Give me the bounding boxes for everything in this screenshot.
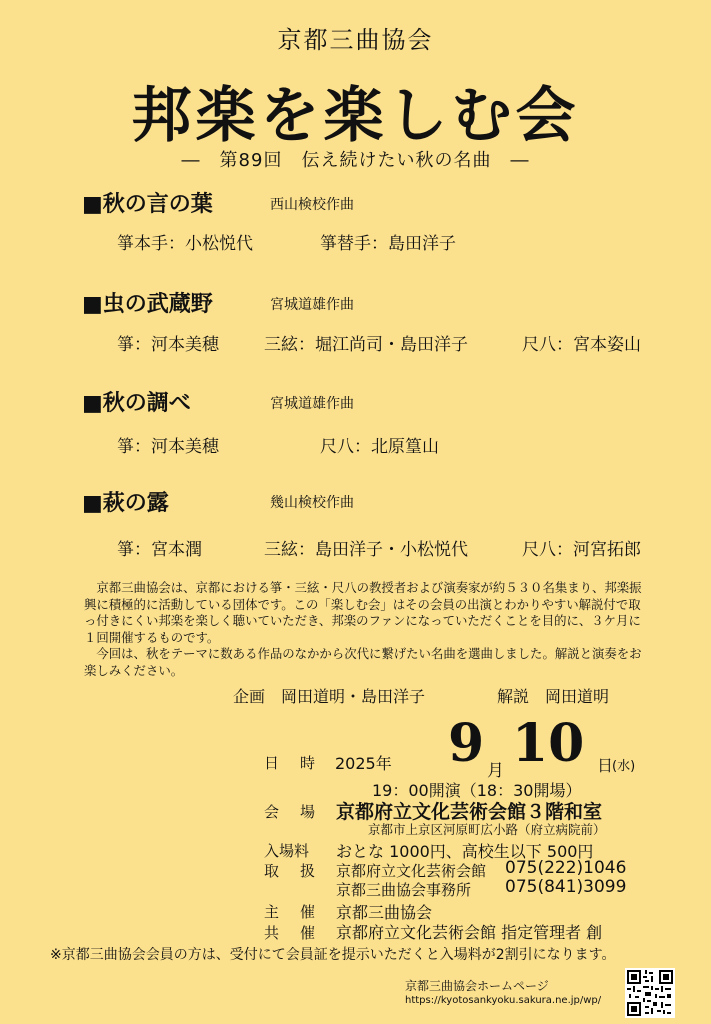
member-discount-note: ※京都三曲協会会員の方は、受付にて会員証を提示いただくと入場料が2割引になります。 bbox=[50, 947, 616, 963]
handling-phone: 075(841)3099 bbox=[505, 877, 627, 897]
handling-label: 取 扱 bbox=[264, 862, 319, 880]
cohost-value: 京都府立文化芸術会館 指定管理者 創 bbox=[336, 923, 603, 942]
performer: 箏替手：島田洋子 bbox=[320, 234, 456, 254]
description-paragraph: 今回は、秋をテーマに数ある作品のなかから次代に繋げたい名曲を選曲しました。解説と演奏をお楽しみください。 bbox=[84, 646, 642, 678]
piece-composer: 宮城道雄作曲 bbox=[270, 297, 354, 313]
performer: 箏：河本美穂 bbox=[117, 335, 219, 355]
handling-name: 京都府立文化芸術会館 bbox=[336, 862, 487, 880]
piece-composer: 西山検校作曲 bbox=[270, 197, 354, 213]
performer: 箏本手：小松悦代 bbox=[117, 234, 253, 254]
homepage-label: 京都三曲協会ホームページ bbox=[405, 979, 549, 993]
piece-title: ■秋の調べ bbox=[82, 391, 191, 416]
handling-name: 京都三曲協会事務所 bbox=[336, 881, 472, 899]
event-weekday: (水) bbox=[612, 759, 636, 774]
description bbox=[84, 580, 649, 680]
handling-phone: 075(222)1046 bbox=[505, 858, 627, 878]
cohost-label: 共 催 bbox=[264, 924, 319, 942]
date-label: 日 時 bbox=[264, 754, 319, 772]
performer: 箏：河本美穂 bbox=[117, 437, 219, 457]
piece-composer: 宮城道雄作曲 bbox=[270, 396, 354, 412]
homepage-url[interactable]: https://kyotosankyoku.sakura.ne.jp/wp/ bbox=[405, 995, 602, 1006]
page-title: 邦楽を楽しむ会 bbox=[131, 81, 580, 151]
piece-composer: 幾山検校作曲 bbox=[270, 495, 354, 511]
venue-name: 京都府立文化芸術会館３階和室 bbox=[336, 801, 603, 823]
host-value: 京都三曲協会 bbox=[336, 903, 433, 922]
credits-commentary: 解説 岡田道明 bbox=[497, 687, 610, 706]
performer: 箏：宮本潤 bbox=[117, 540, 202, 560]
organizer-heading: 京都三曲協会 bbox=[277, 26, 434, 54]
piece-title: ■萩の露 bbox=[82, 491, 169, 516]
credits-planning: 企画 岡田道明・島田洋子 bbox=[233, 687, 426, 706]
venue-label: 会 場 bbox=[264, 803, 319, 821]
subtitle: ― 第89回 伝え続けたい秋の名曲 ― bbox=[181, 150, 530, 171]
event-year: 2025年 bbox=[335, 754, 392, 773]
performer: 三絃：島田洋子・小松悦代 bbox=[264, 540, 468, 560]
event-month: 9 bbox=[448, 713, 485, 774]
host-label: 主 催 bbox=[264, 903, 319, 921]
performer: 尺八：河宮拓郎 bbox=[522, 540, 641, 560]
month-unit: 月 bbox=[487, 761, 504, 781]
performer: 尺八：宮本姿山 bbox=[522, 335, 641, 355]
qr-code[interactable] bbox=[625, 968, 675, 1018]
day-unit: 日 bbox=[597, 756, 614, 775]
fee-value: おとな 1000円、高校生以下 500円 bbox=[336, 842, 594, 861]
description-paragraph: 京都三曲協会は、京都における箏・三絃・尺八の教授者および演奏家が約５３０名集まり、邦楽振興に積極的に活動している団体です。この「楽しむ会」はその会員の出演とわかりやすい解説付で取っ付きにくい邦楽を楽しく聴いていただき、邦楽のファンになっていただくことを目的に、３ケ月に１回開催するものです。 bbox=[84, 580, 642, 645]
performer: 尺八：北原篁山 bbox=[320, 437, 439, 457]
event-day: 10 bbox=[512, 713, 585, 774]
performer: 三絃：堀江尚司・島田洋子 bbox=[264, 335, 468, 355]
piece-title: ■虫の武蔵野 bbox=[82, 292, 213, 317]
venue-address: 京都市上京区河原町広小路（府立病院前） bbox=[368, 822, 606, 837]
event-time: 19：00開演（18：30開場） bbox=[372, 781, 582, 800]
piece-title: ■秋の言の葉 bbox=[82, 192, 213, 217]
fee-label: 入場料 bbox=[264, 842, 310, 860]
